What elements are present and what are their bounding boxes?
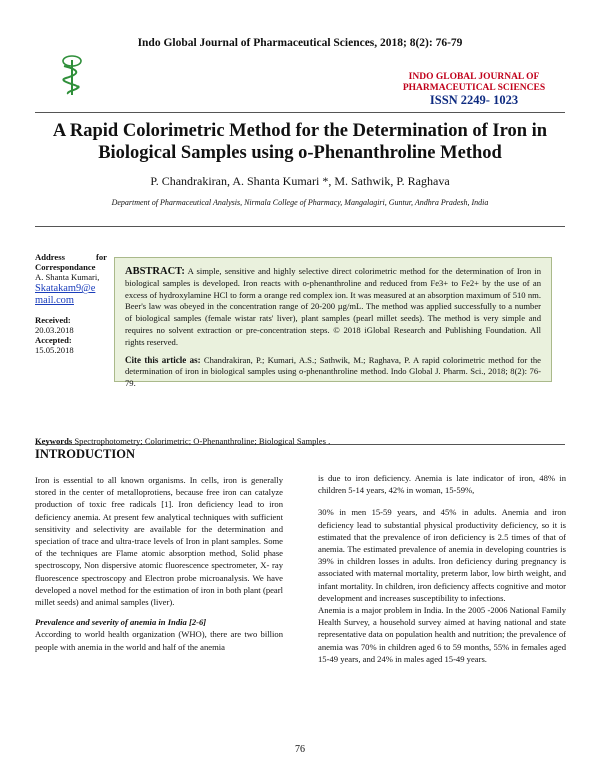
- prevalence-subheading: Prevalence and severity of anemia in India [2-6]: [35, 617, 207, 628]
- caduceus-icon: [58, 54, 86, 96]
- journal-citation-header: Indo Global Journal of Pharmaceutical Sciences, 2018; 8(2): 76-79: [137, 37, 463, 49]
- address-label: Address: [35, 252, 65, 262]
- affiliation: Department of Pharmaceutical Analysis, Nirmala College of Pharmacy, Mangalagiri, Guntur, Andhra Pradesh, India: [111, 198, 489, 207]
- cite-label: Cite this article as:: [125, 354, 201, 365]
- email-line1: Skatakam9@e: [35, 283, 96, 294]
- intro-paragraph-1: Iron is essential to all known organisms. In cells, iron is generally stored in the center of metalloprotiens, because free iron can catalyze production of toxic free radicals [1]. Iron deficiency lead to iron deficiency anemia. At present few analytical techniques with sufficient sensitivity and selectivity are available for the determination and speciation of trace and ultra-trace levels of Iron in plant samples. Some of the techniques are Flame atomic absorption method, Solid phase spectroscopy, Non dispersive atomic fluorescence spectrometer, X- ray fluorescence spectroscopy and Electron probe microanalysis. We have developed a novel method for the estimation of iron in both plant (pearl millet seeds) and animal samples (liver).: [35, 475, 283, 608]
- author-name: A. Shanta Kumari,: [35, 272, 100, 282]
- received-date: 20.03.2018: [35, 325, 74, 335]
- address-label-row: [35, 252, 107, 262]
- journal-name-line2: PHARMACEUTICAL SCIENCES: [402, 83, 546, 93]
- intro-paragraph-2: According to world health organization (WHO), there are two billion people with anemia in the world and half of the anemia: [35, 629, 283, 652]
- accepted-date: 15.05.2018: [35, 345, 74, 355]
- header-divider: [35, 112, 565, 113]
- right-paragraph-1: is due to iron deficiency. Anemia is late indicator of iron, 48% in children 5-14 years, 42% in woman, 15-59%,: [318, 473, 566, 496]
- cite-text: Chandrakiran, P.; Kumari, A.S.; Sathwik, M.; Raghava, P. A rapid colorimetric method for the determination of iron in biological samples using o-phenanthroline method. Indo Global J. Pharm. Sci., 2018; 8(2): 76-79.: [125, 354, 541, 389]
- right-column: [318, 472, 566, 665]
- issn: ISSN 2249- 1023: [429, 93, 519, 107]
- keywords-label: Keywords: [35, 436, 73, 446]
- article-title: [30, 120, 570, 164]
- address-for: for: [96, 252, 107, 262]
- authors: P. Chandrakiran, A. Shanta Kumari *, M. Sathwik, P. Raghava: [150, 174, 450, 188]
- journal-name-box: [398, 72, 550, 106]
- right-paragraph-2: 30% in men 15-59 years, and 45% in adults. Anemia and iron deficiency lead to substantial physical productivity deficiency, so it is estimated that the prevalence of iron deficiency is 2.5 times of that of anemia. The estimated prevalence of anemia in developing countries is 39% in children losses in adults. Iron deficiency during pregnancy is associated with maternal mortality, preterm labor, low birth weight, and infant mortality. In children, iron deficiency affects cognitive and motor development and increases susceptibility to infections.: [318, 507, 566, 603]
- title-line2: Biological Samples using o-Phenanthroline Method: [98, 143, 502, 163]
- email-line2: mail.com: [35, 295, 74, 306]
- page-number: 76: [295, 744, 305, 755]
- introduction-heading: INTRODUCTION: [35, 447, 136, 461]
- keywords: [35, 436, 330, 446]
- received-label: Received:: [35, 315, 71, 325]
- journal-name-line1: INDO GLOBAL JOURNAL OF: [408, 72, 540, 82]
- abstract-box: [114, 257, 552, 389]
- abstract-text: A simple, sensitive and highly selective direct colorimetric method for the determination of Iron in biological samples is developed. Iron reacts with o-phenanthroline and reduced from Fe3+ to Fe2+ by the use of an excess of hydroxylamine HCl to form a orange red complex ion. It was measured at an absorption maximum of 510 nm. Beer's law was obeyed in the concentration range of 20-200 µg/mL. The method was applied successfully to a number of biological samples (female wistar rats' liver), plant samples (pearl millet seeds). The method is very simple and requires no solvent extraction or pre-concentration steps. © 2018 iGlobal Research and Publishing Foundation. All rights reserved.: [125, 266, 541, 347]
- keywords-text: Spectrophotometry; Colorimetric; O-Phenanthroline; Biological Samples .: [74, 436, 331, 446]
- email-link[interactable]: [35, 283, 107, 307]
- accepted-label: Accepted:: [35, 335, 72, 345]
- correspondence-sidebar: [35, 252, 107, 355]
- correspondance-label: Correspondance: [35, 262, 96, 272]
- right-paragraph-3: Anemia is a major problem in India. In the 2005 -2006 National Family Health Survey, a household survey aimed at having national and state representative data on population health and nutrition; the prevalence of anemia was 70% in children aged 6 to 59 months, 55% in females aged 15-49 years, and 24% in males aged 15-49 years.: [318, 605, 566, 664]
- abstract-label: ABSTRACT:: [125, 266, 185, 277]
- left-column: [35, 474, 283, 653]
- title-line1: A Rapid Colorimetric Method for the Determination of Iron in: [52, 121, 548, 141]
- abstract-paragraph: [125, 266, 541, 349]
- cite-paragraph: [125, 355, 541, 390]
- affiliation-divider: [35, 226, 565, 227]
